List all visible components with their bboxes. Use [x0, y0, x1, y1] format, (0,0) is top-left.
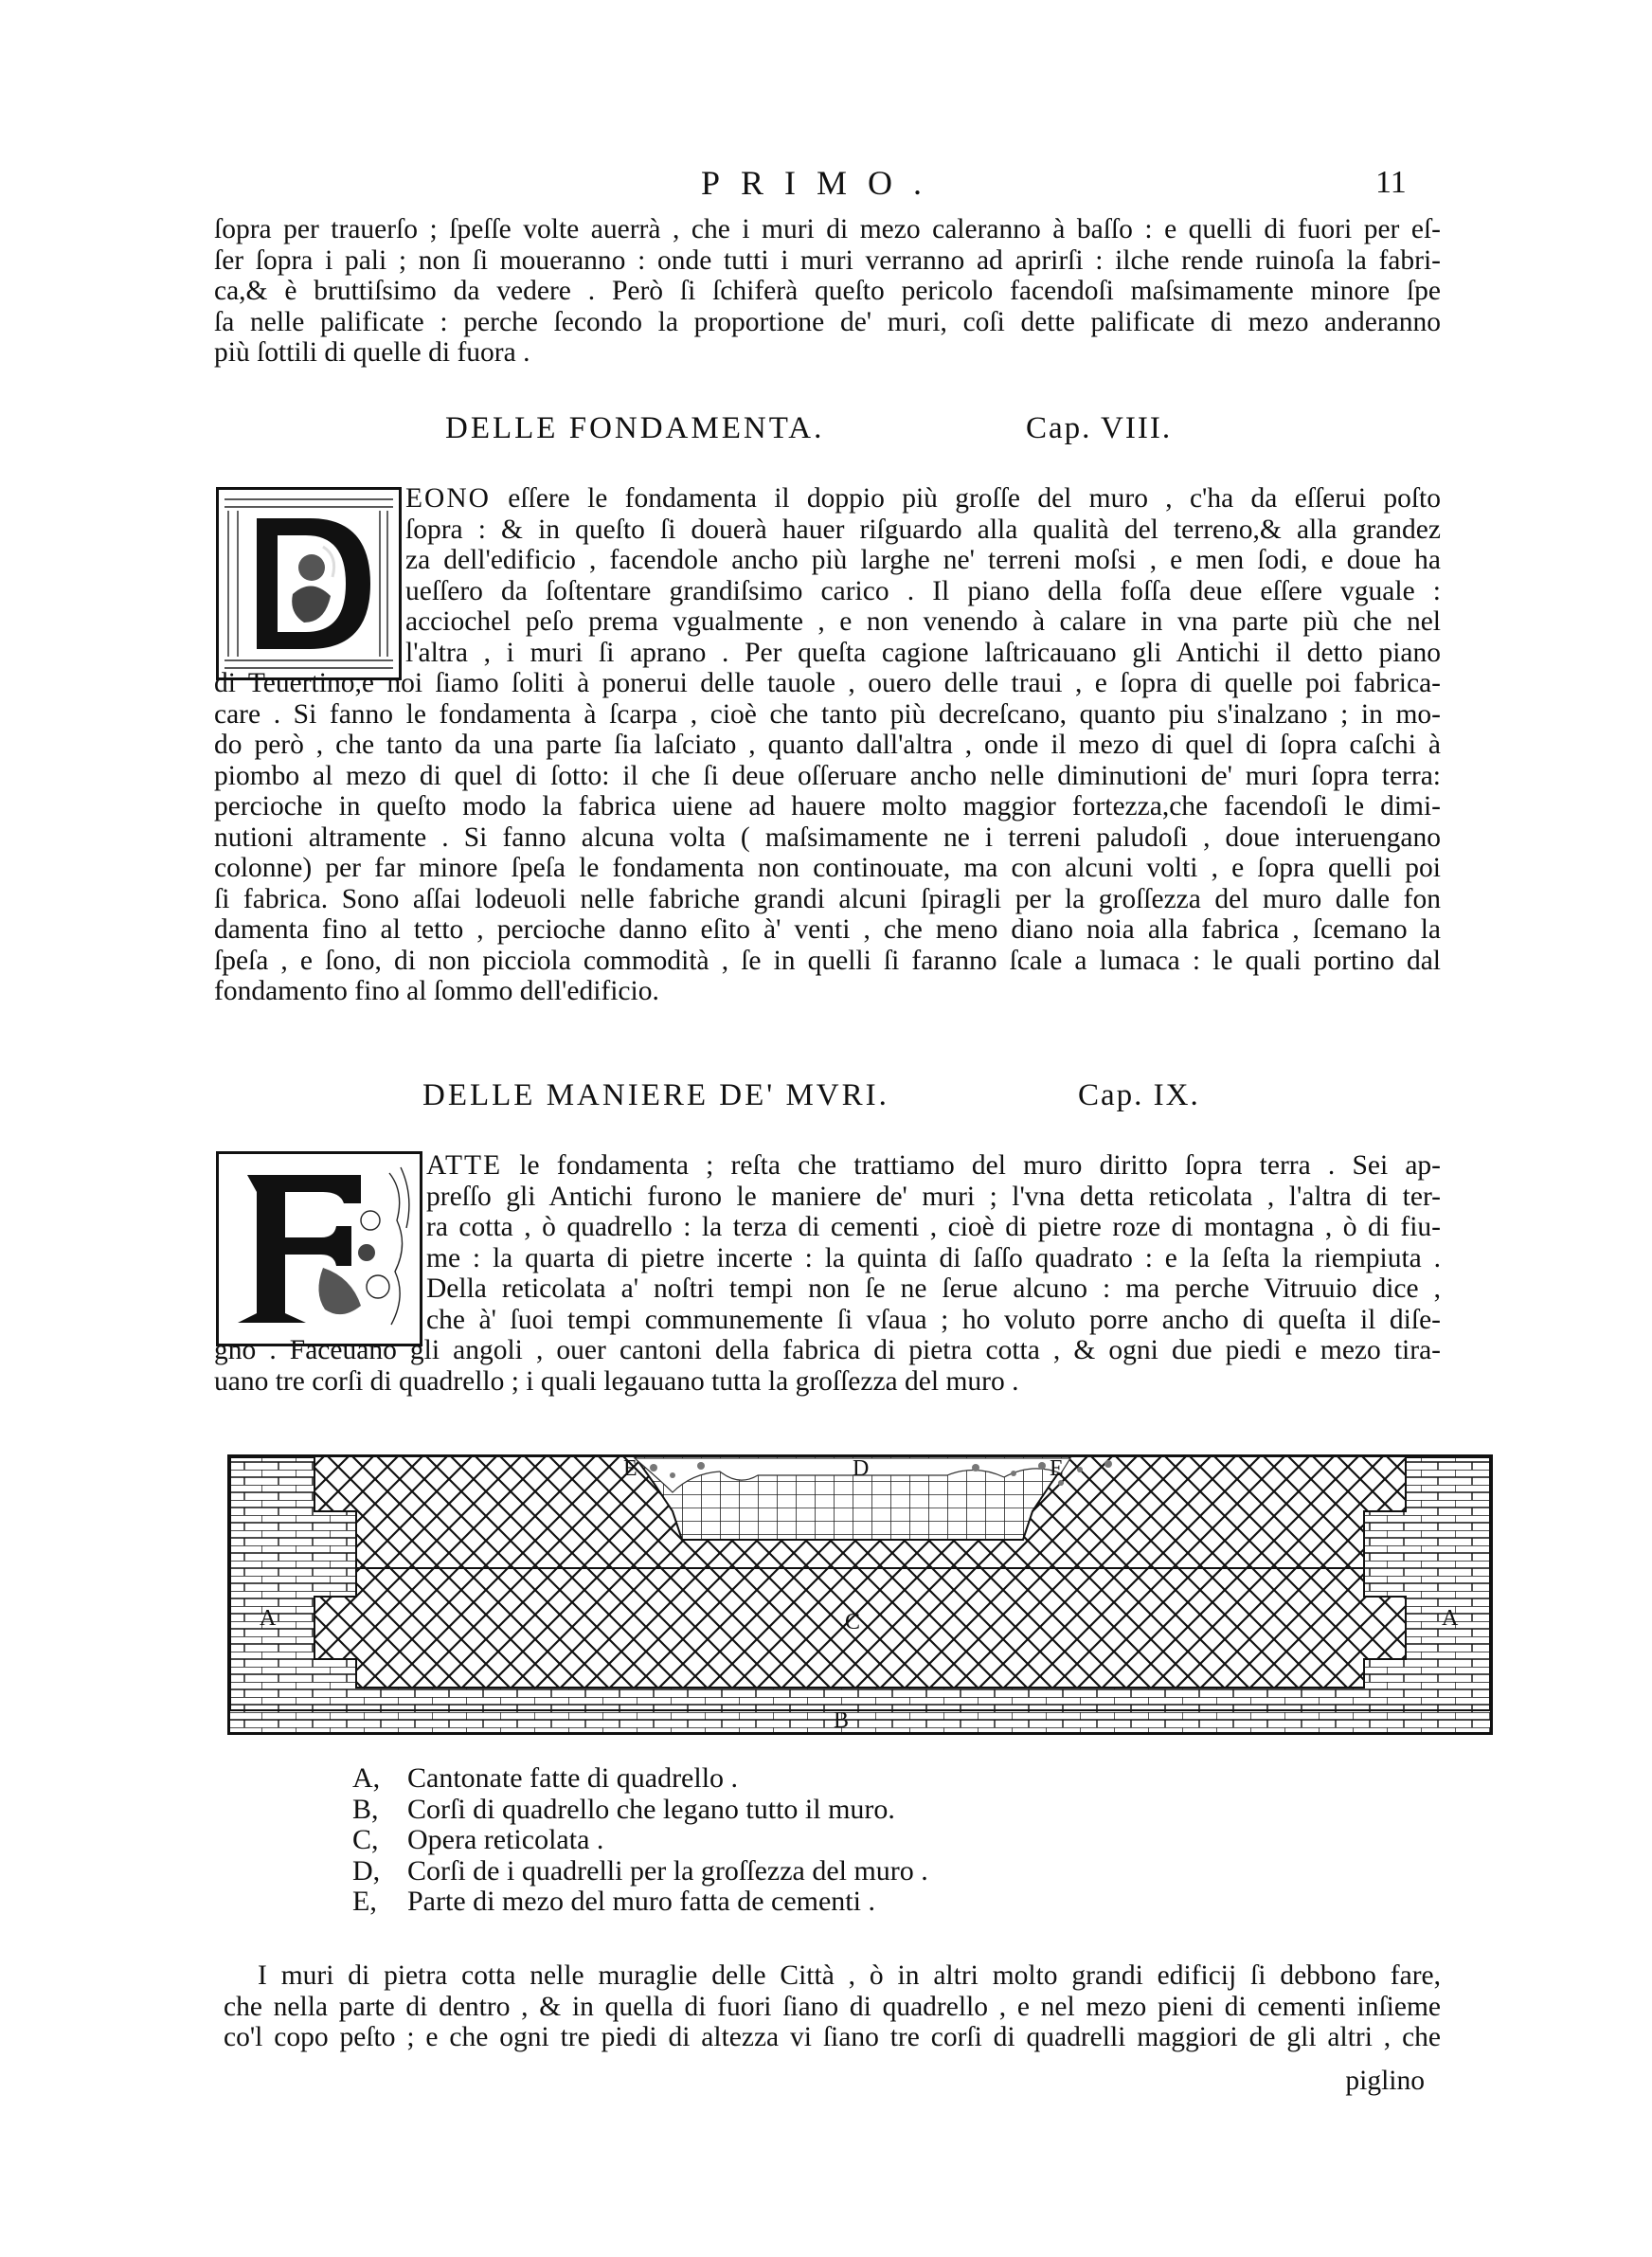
running-title: PRIMO. [701, 164, 943, 202]
chapter-heading: DELLE MANIERE DE' MVRI. [422, 1078, 889, 1112]
label-e-right: E [1050, 1456, 1064, 1481]
text-line: ſopra : & in queſto ſi douerà hauer riſguardo alla qualità del terreno,& alla grandez [405, 514, 1441, 545]
text-line: percioche in queſto modo la fabrica uiene ad hauere molto maggior fortezza,che facendoſi le dimi- [214, 791, 1441, 822]
closing-paragraph [224, 1960, 1441, 2053]
text-line: ſopra per trauerſo ; ſpeſſe volte auerrà , che i muri di mezo caleranno à baſſo : e quelli di fuori per eſ- [214, 214, 1441, 244]
intro-paragraph [214, 214, 1441, 369]
decorated-initial-d [216, 487, 402, 680]
text-line: ra cotta , ò quadrello : la terza di cementi , cioè di pietre roze di montagna , ò di fiu- [426, 1212, 1441, 1242]
text-line: ſi fabrica. Sono aſſai lodeuoli nelle fabriche grandi alcuni ſpiragli per la groſſezza del muro dalle fon [214, 883, 1441, 914]
running-header [0, 163, 1652, 210]
text-line: fondamento fino al ſommo dell'edificio. [214, 976, 659, 1006]
text-line: ſa nelle palificate : perche ſecondo la proportione de' muri, coſi dette palificate di mezo anderanno [214, 306, 1441, 337]
legend-key: A, [352, 1762, 381, 1794]
text-line: ca,& è bruttiſsimo da vedere . Però ſi ſchiferà queſto pericolo facendoſi maſsimamente minore ſpe [214, 276, 1441, 306]
legend-key: B, [352, 1793, 379, 1825]
text-line: ueſſero da ſoſtentare grandiſsimo carico . Il piano della foſſa deue eſſere vguale : [405, 575, 1441, 606]
legend-row [352, 1763, 928, 1795]
text-line: eſſere le fondamenta il doppio più groſſe del muro , c'ha da eſſerui poſto [490, 483, 1441, 514]
legend-text: Parte di mezo del muro fatta de cementi . [407, 1886, 875, 1917]
text-line: piombo al mezo di quel di ſotto: il che ſi deue oſſeruare ancho nelle diminutioni de' muri ſopra terra: [214, 760, 1441, 791]
text-line: Della reticolata a' noſtri tempi non ſe ne ſerue alcuno : ma perche Vitruuio dice , [426, 1273, 1441, 1304]
text-line: più ſottili di quelle di fuora . [214, 337, 530, 368]
text-line: za dell'edificio , facendole ancho più larghe ne' terreni moſsi , e men ſodi, e doue ha [405, 545, 1441, 575]
legend-key: C, [352, 1824, 379, 1855]
text-line: che à' ſuoi tempi communemente ſi vſaua ; ho voluto porre ancho di queſta il diſe- [426, 1304, 1441, 1335]
chapter9-text [214, 1335, 1441, 1397]
label-a-right: A [1442, 1606, 1459, 1631]
text-line: ſpeſa , e ſono, di non picciola commodità , ſe in quelli ſi faranno ſcale a lumaca : le quali portino dal [214, 945, 1441, 976]
legend-row [352, 1825, 928, 1856]
lead-word: EONO [405, 483, 491, 514]
legend-text: Cantonate fatte di quadrello . [407, 1762, 739, 1794]
chapter8-indented-text [405, 483, 1441, 668]
label-a-left: A [260, 1606, 277, 1631]
figure-legend [352, 1763, 928, 1918]
text-line: do però , che tanto da una parte ſia laſciato , quanto dall'altra , onde il mezo di quel di ſopra caſchi à [214, 730, 1441, 760]
chapter-heading: DELLE FONDAMENTA. [445, 411, 825, 445]
lead-word: ATTE [426, 1150, 503, 1181]
text-line: nutioni altramente . Si fanno alcuna volta ( maſsimamente ne i terreni paludoſi , doue interuengano [214, 822, 1441, 853]
label-c: C [845, 1610, 861, 1634]
legend-key: E, [352, 1886, 377, 1917]
text-line: le fondamenta ; reſta che trattiamo del muro diritto ſopra terra . Sei ap- [502, 1150, 1441, 1181]
text-line: me : la quarta di pietre incerte : la quinta di ſaſſo quadrato : e la ſeſta la riempiuta . [426, 1242, 1441, 1273]
wall-section-diagram [227, 1454, 1493, 1735]
chapter8-text [214, 668, 1441, 1007]
label-e-left: E [623, 1456, 637, 1481]
text-line: colonne) per far minore ſpeſa le fondamenta non continouate, ma con alcuni volti , e ſopra quelli poi [214, 853, 1441, 883]
text-line: uano tre corſi di quadrello ; i quali legauano tutta la groſſezza del muro . [214, 1365, 1019, 1397]
text-line: di Teuertino,e noi ſiamo ſoliti à ponerui delle tauole , ouero delle traui , e ſopra di quelle poi fabrica- [214, 668, 1441, 698]
decorated-initial-f [216, 1151, 422, 1346]
text-line: I muri di pietra cotta nelle muraglie delle Città , ò in altri molto grandi edificij ſi debbono fare, [258, 1960, 1441, 1991]
text-line: preſſo gli Antichi furono le maniere de' muri ; l'vna detta reticolata , l'altra di ter- [426, 1181, 1441, 1212]
text-line: care . Si fanno le fondamenta à ſcarpa , cioè che tanto più decreſcano, quanto piu s'inalzano ; in mo- [214, 698, 1441, 730]
legend-text: Corſi di quadrello che legano tutto il muro. [407, 1793, 895, 1825]
legend-text: Corſi de i quadrelli per la groſſezza del muro . [407, 1854, 928, 1887]
chapter-number: Cap. VIII. [1026, 411, 1173, 445]
chapter9-indented-text [426, 1150, 1441, 1335]
legend-row [352, 1887, 928, 1918]
legend-text: Opera reticolata . [407, 1824, 604, 1855]
text-line: damenta fino al tetto , percioche danno eſito à' venti , che meno diano noia alla fabrica , ſcemano la [214, 914, 1441, 945]
text-line: acciochel peſo prema vgualmente , e non venendo à calare in vna parte più che nel [405, 606, 1441, 637]
label-b: B [834, 1708, 850, 1733]
chapter-number: Cap. IX. [1078, 1078, 1200, 1112]
page-number: 11 [1375, 165, 1407, 200]
legend-row [352, 1795, 928, 1826]
text-line: che nella parte di dentro , & in quella di fuori ſiano di quadrello , e nel mezo pieni di cementi inſieme [224, 1991, 1441, 2022]
label-d: D [853, 1456, 870, 1481]
catchword: piglino [1345, 2066, 1425, 2096]
legend-key: D, [352, 1854, 381, 1887]
text-line: ſer ſopra i pali ; non ſi moueranno : onde tutti i muri verranno ad aprirſi : ilche rende ruinoſa la fabri- [214, 244, 1441, 276]
legend-row [352, 1856, 928, 1887]
text-line: l'altra , i muri ſi aprano . Per queſta cagione laſtricauano gli Antichi il detto piano [405, 637, 1441, 668]
text-line: gno . Faceuano gli angoli , ouer cantoni della fabrica di pietra cotta , & ogni due piedi e mezo tira- [214, 1335, 1441, 1365]
text-line: co'l copo peſto ; e che ogni tre piedi di altezza vi ſiano tre corſi di quadrelli maggiori de gli altri , che [224, 2022, 1441, 2052]
